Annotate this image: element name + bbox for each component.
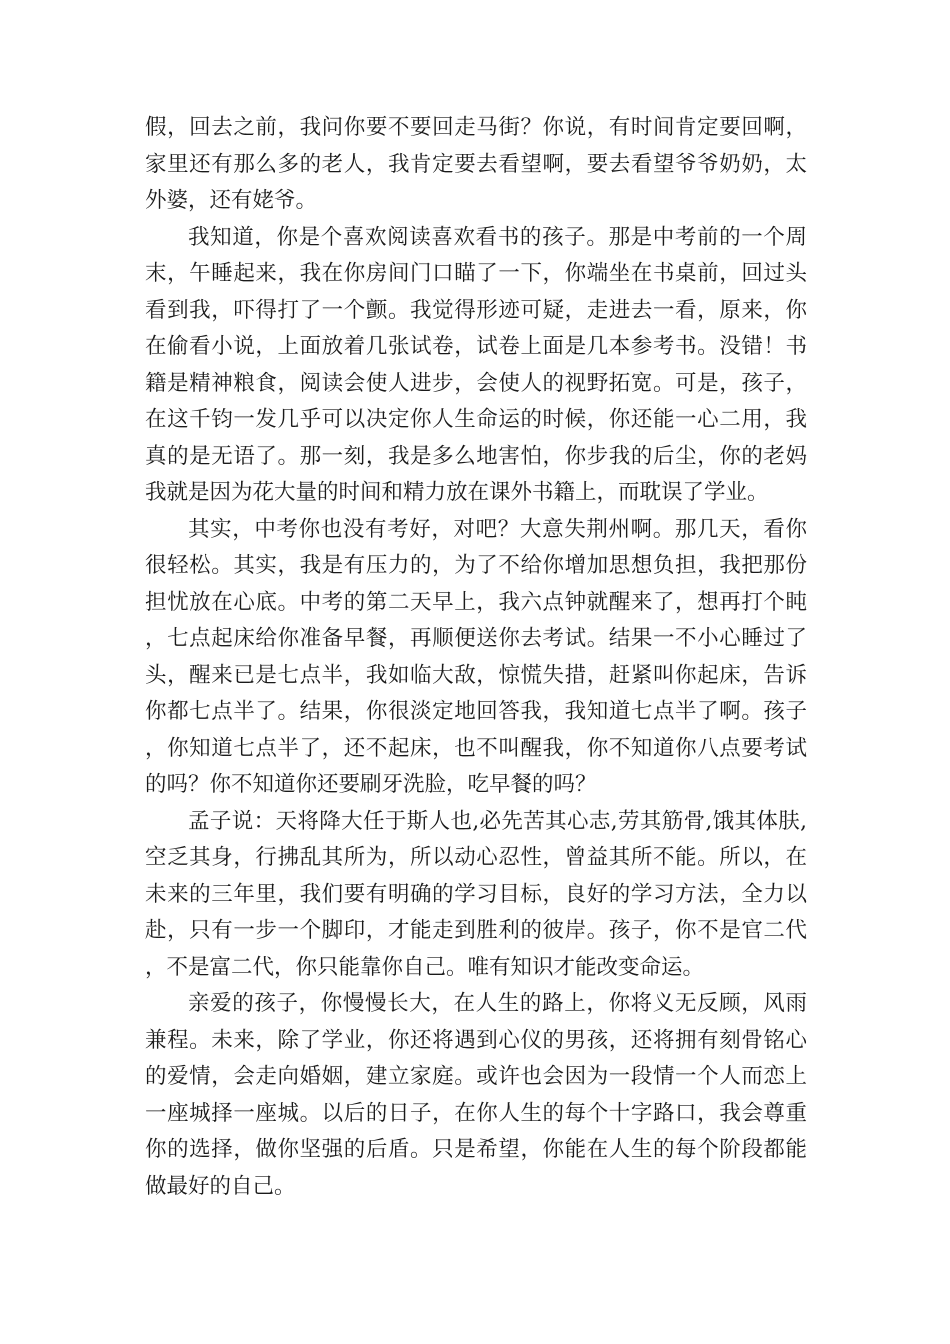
paragraph-2: 我知道，你是个喜欢阅读喜欢看书的孩子。那是中考前的一个周末，午睡起来，我在你房间门口瞄了一下，你端坐在书桌前，回过头看到我，吓得打了一个颤。我觉得形迹可疑，走进去一看，原来，你在偷看小说，上面放着几张试卷，试卷上面是几本参考书。没错！书籍是精神粮食，阅读会使人进步，会使人的视野拓宽。可是，孩子，在这千钧一发几乎可以决定你人生命运的时候，你还能一心二用，我真的是无语了。那一刻，我是多么地害怕，你步我的后尘，你的老妈我就是因为花大量的时间和精力放在课外书籍上，而耽误了学业。	[145, 224, 807, 505]
paragraph-5: 亲爱的孩子，你慢慢长大，在人生的路上，你将义无反顾，风雨兼程。未来，除了学业，你还将遇到心仪的男孩，还将拥有刻骨铭心的爱情，会走向婚姻，建立家庭。或许也会因为一段情一个人而恋上一座城择一座城。以后的日子，在你人生的每个十字路口，我会尊重你的选择，做你坚强的后盾。只是希望，你能在人生的每个阶段都能做最好的自己。	[145, 991, 807, 1199]
paragraph-3: 其实，中考你也没有考好，对吧？大意失荆州啊。那几天，看你很轻松。其实，我是有压力的，为了不给你增加思想负担，我把那份担忧放在心底。中考的第二天早上，我六点钟就醒来了，想再打个盹，七点起床给你准备早餐，再顺便送你去考试。结果一不小心睡过了头，醒来已是七点半，我如临大敌，惊慌失措，赶紧叫你起床，告诉你都七点半了。结果，你很淡定地回答我，我知道七点半了啊。孩子，你知道七点半了，还不起床，也不叫醒我，你不知道你八点要考试的吗？你不知道你还要刷牙洗脸，吃早餐的吗？	[145, 516, 807, 797]
paragraph-4: 孟子说：天将降大任于斯人也,必先苦其心志,劳其筋骨,饿其体肤,空乏其身，行拂乱其所为，所以动心忍性，曾益其所不能。所以，在未来的三年里，我们要有明确的学习目标，良好的学习方法，全力以赴，只有一步一个脚印，才能走到胜利的彼岸。孩子，你不是官二代，不是富二代，你只能靠你自己。唯有知识才能改变命运。	[145, 808, 807, 980]
paragraph-1: 假，回去之前，我问你要不要回走马街？你说，有时间肯定要回啊，家里还有那么多的老人，我肯定要去看望啊，要去看望爷爷奶奶，太外婆，还有姥爷。	[145, 115, 807, 213]
document-page	[145, 110, 807, 1205]
